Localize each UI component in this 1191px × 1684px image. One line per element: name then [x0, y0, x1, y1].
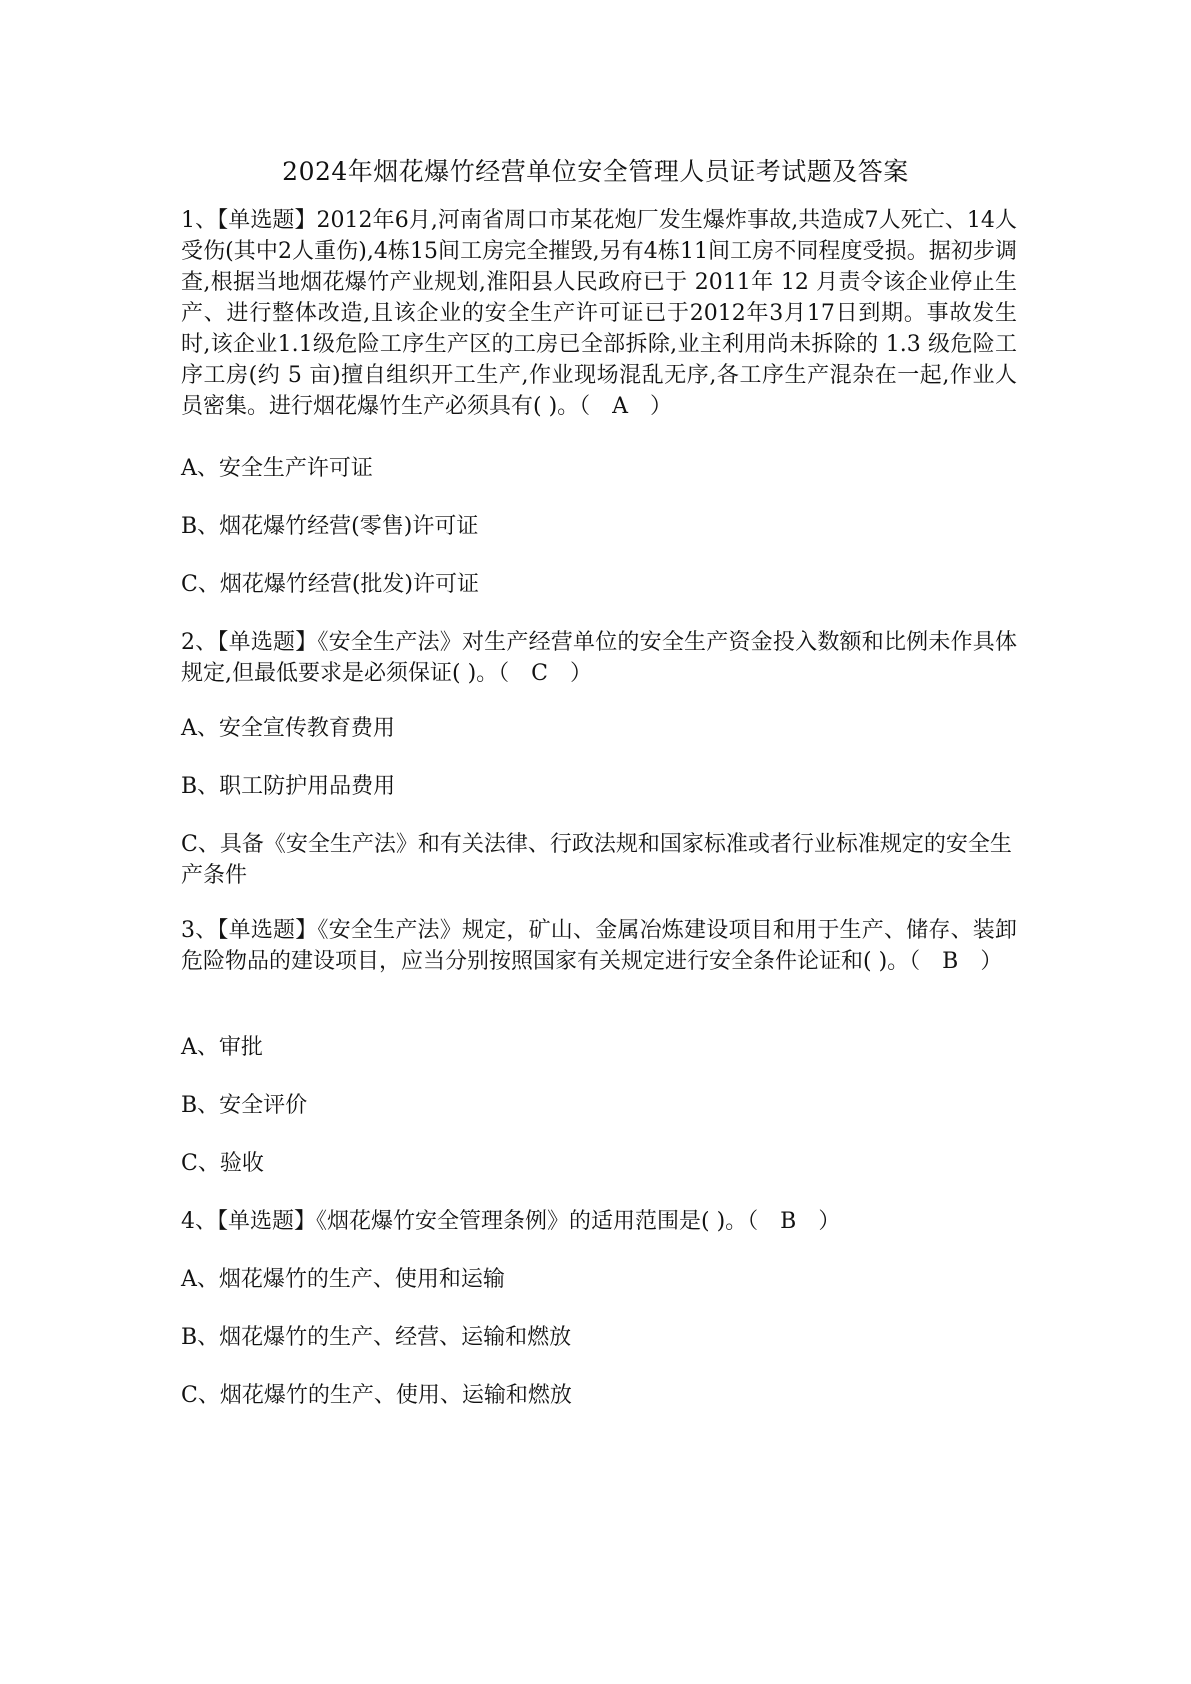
question-1	[181, 205, 1017, 627]
question-3-option-b: B、安全评价	[181, 1093, 308, 1118]
question-4-option-a: A、烟花爆竹的生产、使用和运输	[181, 1267, 505, 1292]
question-1-option-a: A、安全生产许可证	[181, 456, 373, 481]
question-2-option-c: C、具备《安全生产法》和有关法律、行政法规和国家标准或者行业标准规定的安全生产条件	[181, 832, 1012, 888]
question-4	[181, 1206, 1017, 1411]
question-1-option-b: B、烟花爆竹经营(零售)许可证	[181, 514, 479, 539]
question-4-text: 4、【单选题】《烟花爆竹安全管理条例》的适用范围是( )。（ B ）	[181, 1209, 841, 1234]
question-4-option-b: B、烟花爆竹的生产、经营、运输和燃放	[181, 1325, 572, 1350]
question-2-option-b: B、职工防护用品费用	[181, 774, 396, 799]
question-3-text: 3、【单选题】《安全生产法》规定，矿山、金属冶炼建设项目和用于生产、储存、装卸危险物品的建设项目，应当分别按照国家有关规定进行安全条件论证和( )。（ B ）	[181, 918, 1017, 974]
question-2	[181, 627, 1017, 915]
question-2-option-a: A、安全宣传教育费用	[181, 716, 395, 741]
question-1-text: 1、【单选题】2012年6月,河南省周口市某花炮厂发生爆炸事故,共造成7人死亡、14人受伤(其中2人重伤),4栋15间工房完全摧毁,另有4栋11间工房不同程度受损。据初步调查,根据当地烟花爆竹产业规划,淮阳县人民政府已于 2011年 12 月责令该企业停止生产、进行整体改造,且该企业的安全生产许可证已于2012年3月17日到期。事故发生时,该企业1.1级危险工序生产区的工房已全部拆除,业主利用尚未拆除的 1.3 级危险工序工房(约 5 亩)擅自组织开工生产,作业现场混乱无序,各工序生产混杂在一起,作业人员密集。进行烟花爆竹生产必须具有( )。（ A ）	[181, 208, 1017, 419]
document-title: 2024年烟花爆竹经营单位安全管理人员证考试题及答案	[282, 157, 909, 186]
question-list	[181, 205, 1017, 1411]
question-3-option-a: A、审批	[181, 1035, 263, 1060]
question-3-option-c: C、验收	[181, 1151, 264, 1176]
question-3	[181, 915, 1017, 1206]
question-2-text: 2、【单选题】《安全生产法》对生产经营单位的安全生产资金投入数额和比例未作具体规定,但最低要求是必须保证( )。（ C ）	[181, 630, 1017, 686]
question-1-option-c: C、烟花爆竹经营(批发)许可证	[181, 572, 479, 597]
question-4-option-c: C、烟花爆竹的生产、使用、运输和燃放	[181, 1383, 572, 1408]
